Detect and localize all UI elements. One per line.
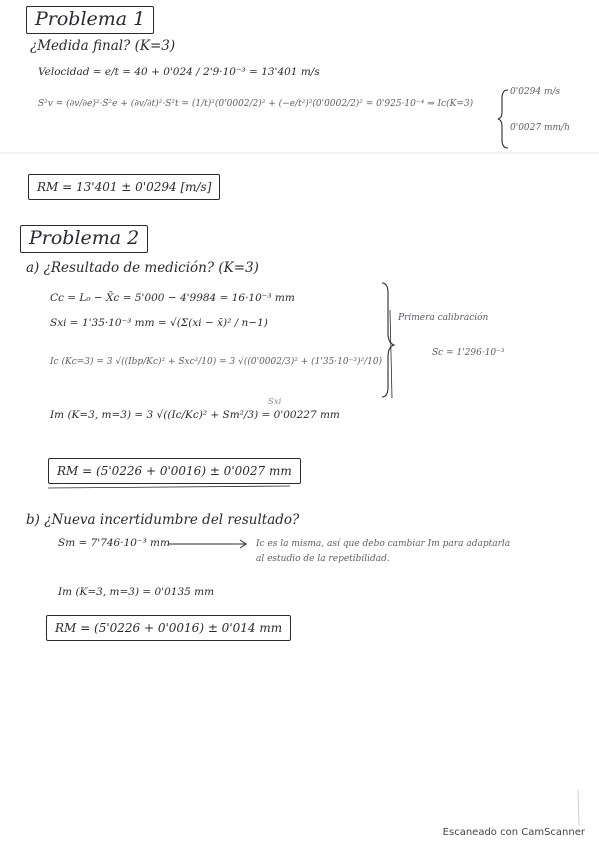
part-a-heading: a) ¿Resultado de medición? (K=3) <box>26 260 259 276</box>
problem-1-brace <box>498 90 508 148</box>
problem-1-result: RM = 13'401 ± 0'0294 [m/s] <box>28 174 220 200</box>
ic-equation: Ic (Kc=3) = 3 √((Ibp/Kc)² + Sxc²/10) = 3 √((0'0002/3)² + (1'35·10⁻³)²/10) <box>50 357 383 367</box>
side-note: Primera calibración <box>398 313 489 323</box>
page-edge-mark <box>578 790 579 825</box>
sxi-label: Sxi <box>268 397 282 407</box>
im-equation: Im (K=3, m=3) = 3 √((Ic/Kc)² + Sm²/3) = 0'00227 mm <box>50 409 340 421</box>
ic-value-2: 0'0027 mm/h <box>510 123 570 133</box>
ic-value-1: 0'0294 m/s <box>510 87 561 97</box>
problem-2-title: Problema 2 <box>20 225 148 253</box>
sc-value: Sc = 1'296·10⁻³ <box>432 348 505 358</box>
part-a-result: RM = (5'0226 + 0'0016) ± 0'0027 mm <box>48 458 301 484</box>
im-b-equation: Im (K=3, m=3) = 0'0135 mm <box>58 586 215 598</box>
arrow-right <box>168 540 246 548</box>
note-line-2: al estudio de la repetibilidad. <box>256 554 390 564</box>
velocity-equation: Velocidad = e/t = 40 + 0'024 / 2'9·10⁻³ = 13'401 m/s <box>38 66 320 78</box>
problem-1-title: Problema 1 <box>26 6 154 34</box>
scanner-watermark: Escaneado con CamScanner <box>442 827 585 838</box>
sxi-equation: Sxi = 1'35·10⁻³ mm = √(Σ(xi − x̄)² / n−1) <box>50 317 268 329</box>
sm-equation: Sm = 7'746·10⁻³ mm <box>58 537 170 549</box>
part-b-heading: b) ¿Nueva incertidumbre del resultado? <box>26 512 300 528</box>
problem-1-question: ¿Medida final? (K=3) <box>30 38 176 54</box>
part-b-result: RM = (5'0226 + 0'0016) ± 0'014 mm <box>46 615 291 641</box>
result-a-underline <box>48 486 290 488</box>
variance-equation: S²v = (∂v/∂e)²·S²e + (∂v/∂t)²·S²t = (1/t)²(0'0002/2)² + (−e/t²)²(0'0002/2)² = 0'925·10⁻⁴ ⇒ Ic(K=3) <box>38 99 474 109</box>
cc-equation: Cc = L₀ − X̄c = 5'000 − 4'9984 = 16·10⁻³ mm <box>50 292 295 304</box>
problem-2-brace <box>382 283 394 397</box>
note-line-1: Ic es la misma, así que debo cambiar Im para adaptarla <box>256 539 511 549</box>
side-note-divider <box>390 310 392 398</box>
